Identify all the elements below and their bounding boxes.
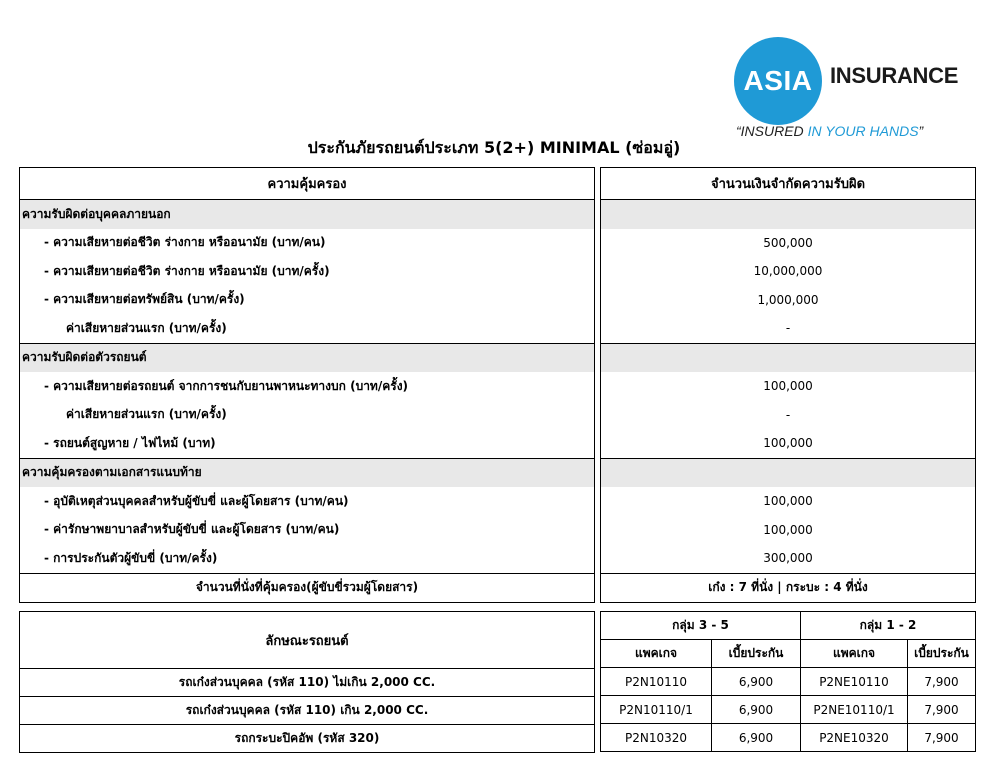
package-code: P2NE10320 [801,724,908,752]
coverage-header: ความคุ้มครอง [20,168,595,200]
vehicle-type-name: รถเก๋งส่วนบุคคล (รหัส 110) เกิน 2,000 CC. [20,697,595,725]
coverage-item: - ความเสียหายต่อรถยนต์ จากการชนกับยานพาหนะทางบก (บาท/ครั้ง) [20,372,595,401]
vehicle-type-table [19,611,595,753]
section-value-blank [601,200,976,229]
coverage-value: - [601,314,976,343]
package-code: P2NE10110 [801,668,908,696]
logo-brand-text: INSURANCE [830,63,959,88]
document-title: ประกันภัยรถยนต์ประเภท 5(2+) MINIMAL (ซ่อมอู่) [307,138,681,157]
coverage-value: 500,000 [601,229,976,258]
coverage-item: ค่าเสียหายส่วนแรก (บาท/ครั้ง) [20,401,595,430]
coverage-item: - อุบัติเหตุส่วนบุคคลสำหรับผู้ขับขี่ และผู้โดยสาร (บาท/คน) [20,487,595,516]
section-title: ความคุ้มครองตามเอกสารแนบท้าย [20,458,595,487]
coverage-item: - ค่ารักษาพยาบาลสำหรับผู้ขับขี่ และผู้โดยสาร (บาท/คน) [20,516,595,545]
coverage-value: 1,000,000 [601,286,976,315]
seats-value: เก๋ง : 7 ที่นั่ง | กระบะ : 4 ที่นั่ง [601,573,976,603]
section-title: ความรับผิดต่อบุคคลภายนอก [20,200,595,229]
logo-circle: ASIA [734,37,822,125]
vehicle-type-name: รถเก๋งส่วนบุคคล (รหัส 110) ไม่เกิน 2,000 CC. [20,669,595,697]
package-column-header: แพคเกจ [601,640,712,668]
liability-header: จำนวนเงินจำกัดความรับผิด [601,168,976,200]
coverage-item: - ความเสียหายต่อชีวิต ร่างกาย หรืออนามัย (บาท/คน) [20,229,595,258]
section-value-blank [601,458,976,487]
group-b-header: กลุ่ม 1 - 2 [801,612,976,640]
coverage-item: - รถยนต์สูญหาย / ไฟไหม้ (บาท) [20,429,595,458]
vehicle-type-header: ลักษณะรถยนต์ [20,612,595,669]
premium-amount: 7,900 [908,724,976,752]
coverage-item: - ความเสียหายต่อทรัพย์สิน (บาท/ครั้ง) [20,286,595,315]
section-title: ความรับผิดต่อตัวรถยนต์ [20,343,595,372]
coverage-item: ค่าเสียหายส่วนแรก (บาท/ครั้ง) [20,314,595,343]
premium-amount: 6,900 [712,696,801,724]
package-code: P2N10110/1 [601,696,712,724]
slogan-start: “INSURED [736,123,808,139]
package-code: P2N10110 [601,668,712,696]
premium-amount: 6,900 [712,668,801,696]
premium-column-header: เบี้ยประกัน [908,640,976,668]
premium-amount: 7,900 [908,668,976,696]
coverage-value: 100,000 [601,429,976,458]
package-code: P2N10320 [601,724,712,752]
premium-amount: 7,900 [908,696,976,724]
slogan-end: ” [918,123,924,139]
slogan-highlight: IN YOUR HANDS [807,123,919,139]
premium-column-header: เบี้ยประกัน [712,640,801,668]
section-value-blank [601,343,976,372]
coverage-value: 100,000 [601,487,976,516]
premium-table [600,611,976,752]
coverage-table [19,167,595,603]
coverage-value: 10,000,000 [601,257,976,286]
coverage-value: 300,000 [601,544,976,573]
coverage-value: - [601,401,976,430]
coverage-item: - การประกันตัวผู้ขับขี่ (บาท/ครั้ง) [20,544,595,573]
package-column-header: แพคเกจ [801,640,908,668]
coverage-item: - ความเสียหายต่อชีวิต ร่างกาย หรืออนามัย (บาท/ครั้ง) [20,257,595,286]
vehicle-type-name: รถกระบะปิคอัพ (รหัส 320) [20,725,595,753]
package-code: P2NE10110/1 [801,696,908,724]
coverage-value: 100,000 [601,372,976,401]
premium-amount: 6,900 [712,724,801,752]
group-a-header: กลุ่ม 3 - 5 [601,612,801,640]
company-logo [734,37,974,147]
coverage-value: 100,000 [601,516,976,545]
seats-label: จำนวนที่นั่งที่คุ้มครอง(ผู้ขับขี่รวมผู้โดยสาร) [20,573,595,603]
liability-table [600,167,976,603]
